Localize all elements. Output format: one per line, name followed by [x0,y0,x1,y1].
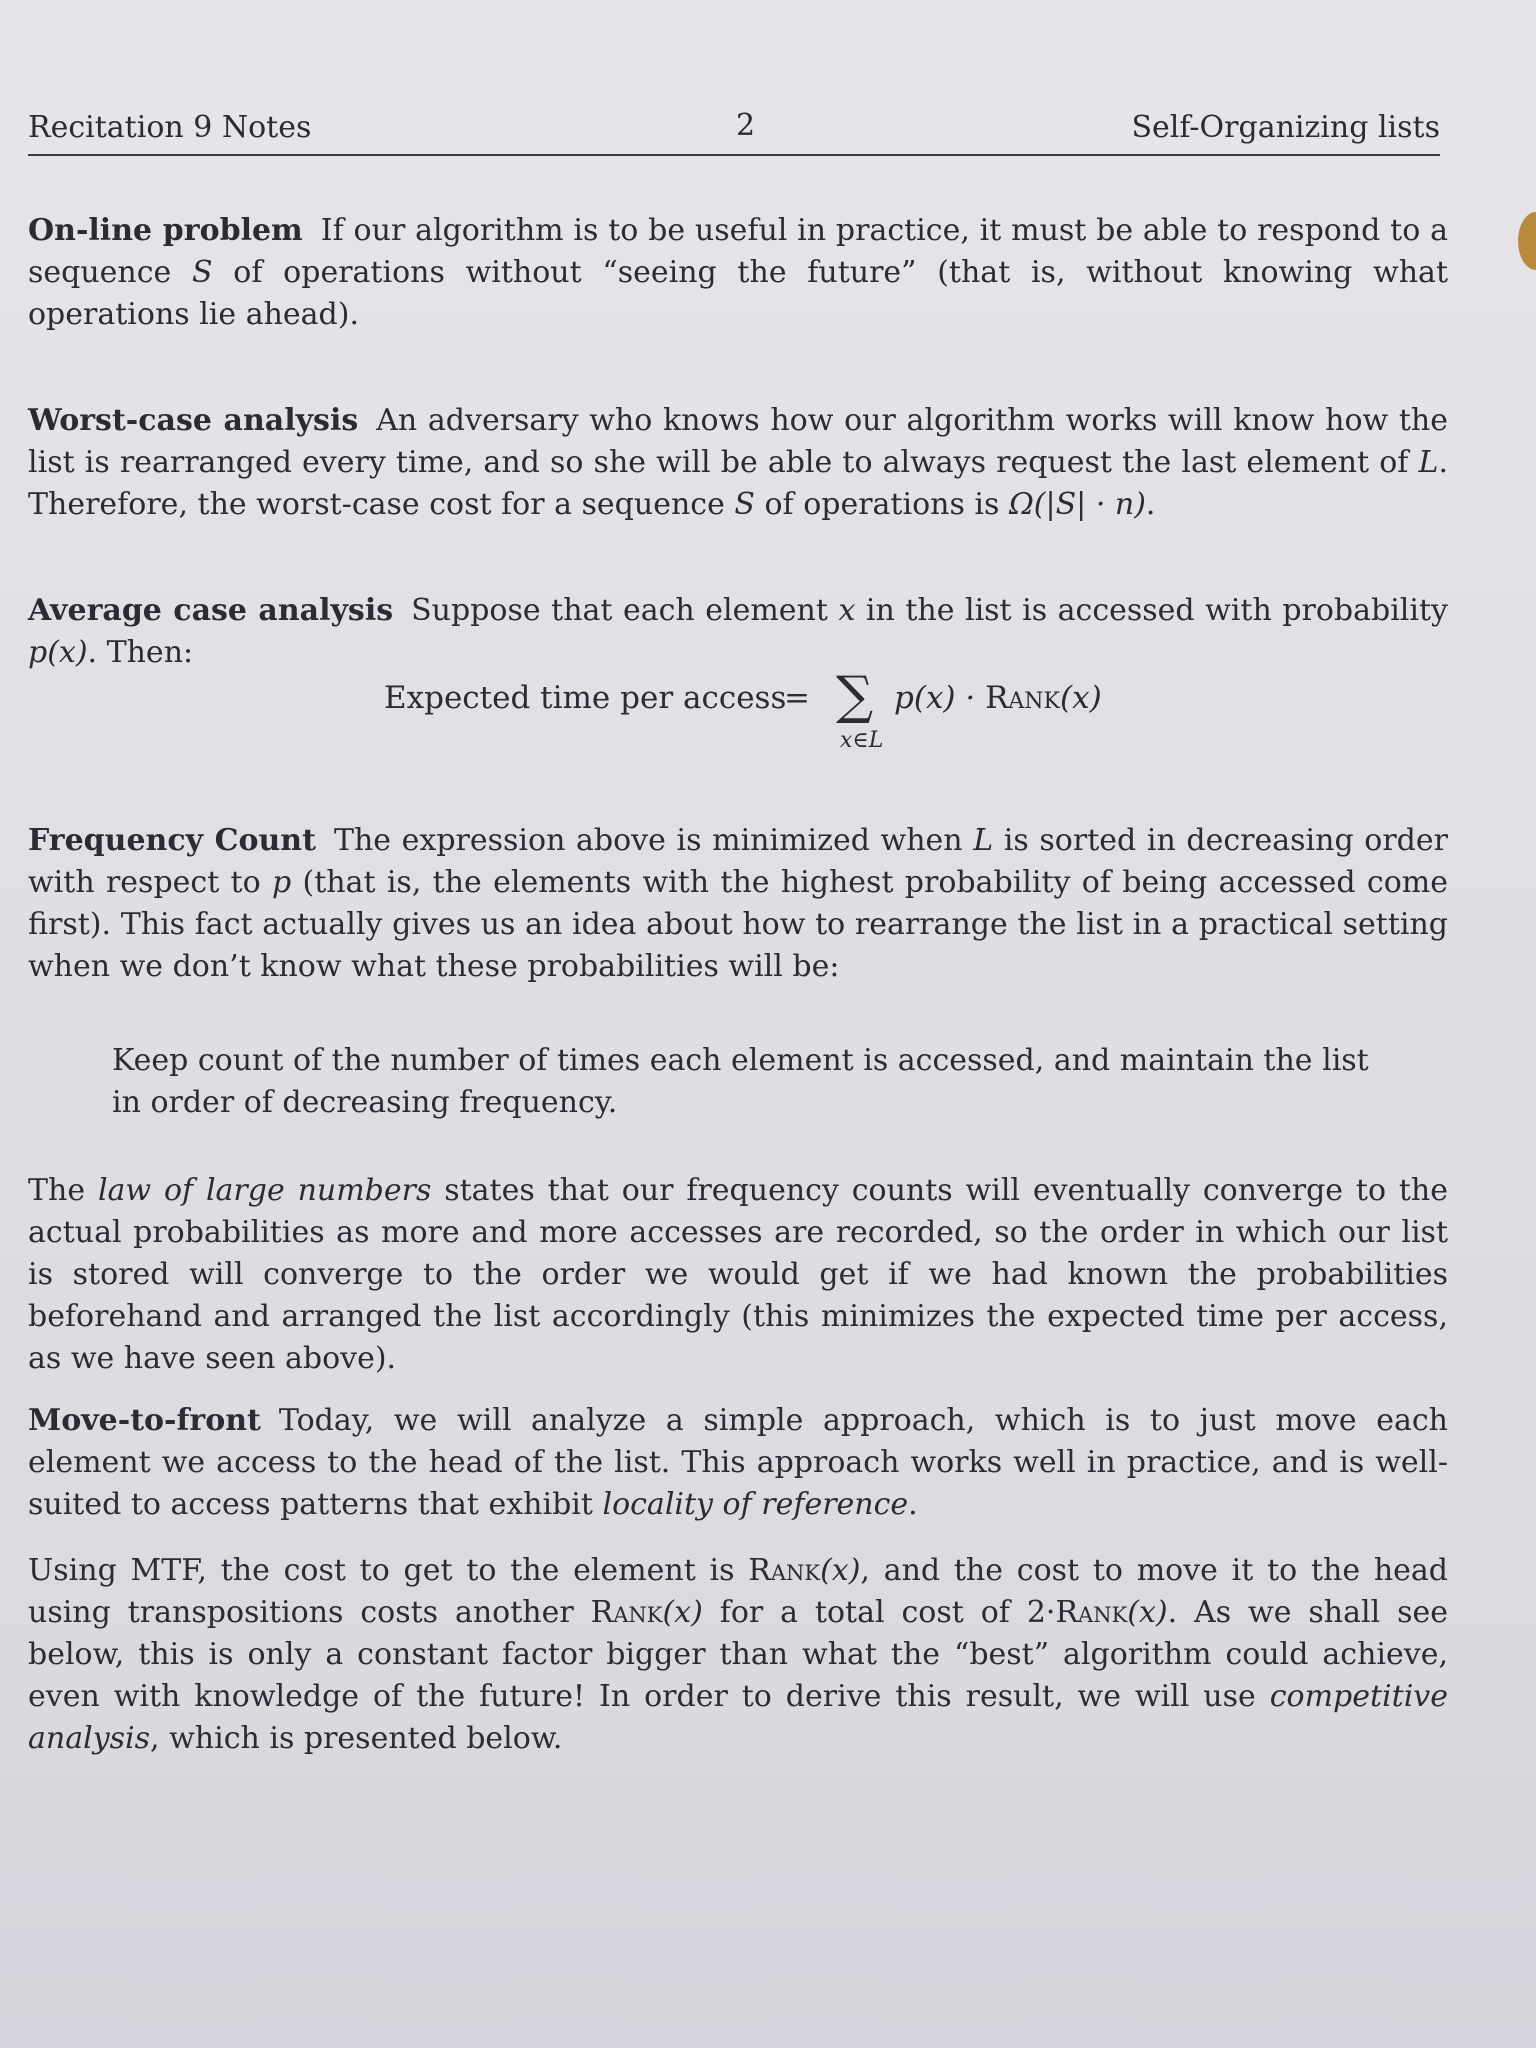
equation-right-side [894,680,1102,716]
move-to-front-heading: Move-to-front [28,1403,261,1438]
mtf-rank-arg-3: (x) [1127,1595,1168,1630]
law-text-2: states that our frequency counts will eventually converge to the actual probabilities as more and more accesses are recorded, so the order in which our list is stored will converge to the order we would get if we had known the probabilities beforehand and arranged the list accordingly (this minimizes the expected time per access, as we have seen above). [28,1173,1449,1376]
mtf-cost-text-3: for a total cost of 2· [702,1595,1056,1630]
competitive-analysis-term: competitive analysis [28,1679,1448,1756]
mtf-text-1: Today, we will analyze a simple approach, which is to just move each element we access to the head of the list. This approach works well in practice, and is well-suited to access patterns that exhibit [28,1403,1448,1522]
online-problem-heading: On-line problem [28,213,303,248]
mtf-rank-3: Rank [1055,1595,1128,1630]
average-text-3: . Then: [87,635,194,670]
mtf-cost-text-2: , and the cost to move it to the head using transpositions costs another [28,1553,1449,1630]
mtf-rank-arg-2: (x) [662,1595,703,1630]
online-text-1: If our algorithm is to be useful in practice, it must be able to respond to a sequence [28,213,1448,290]
mtf-text-2: . [908,1487,918,1522]
expected-time-equation [384,666,1204,772]
average-case-heading: Average case analysis [28,593,394,628]
law-of-large-numbers-paragraph [28,1170,1448,1380]
law-term: law of large numbers [97,1173,432,1208]
worst-formula: Ω(|S| · n) [1008,487,1146,522]
equation-rank-term: Rank [985,680,1060,716]
average-var-x: x [838,593,856,628]
worst-text-3: of operations is [754,487,1009,522]
online-problem-paragraph [28,210,1448,336]
summation-symbol: ∑ [836,666,874,726]
worst-text-1: An adversary who knows how our algorithm works will know how the list is rearranged every time, and so she will be able to always request the last element of [28,403,1448,480]
equation-equals-sign: = [784,680,810,716]
frequency-count-paragraph [28,820,1448,988]
online-var-s: S [192,255,213,290]
frequency-rule-quote: Keep count of the number of times each element is accessed, and maintain the list in order of decreasing frequency. [112,1043,1369,1120]
frequency-text-2: is sorted in decreasing order with respect to [28,823,1448,900]
mtf-cost-text-4: . As we shall see below, this is only a constant factor bigger than what the “best” algorithm could achieve, even with knowledge of the future! In order to derive this result, we will use [28,1595,1448,1714]
worst-case-heading: Worst-case analysis [28,403,359,438]
worst-text-4: . [1145,487,1156,522]
average-text-2: in the list is accessed with probability [855,593,1449,628]
average-formula-px: p(x) [28,635,88,670]
frequency-count-heading: Frequency Count [28,823,316,858]
mtf-rank-arg-1: (x) [820,1553,861,1588]
worst-var-s: S [734,487,755,522]
frequency-text-1: The expression above is minimized when [333,823,974,858]
equation-left-side: Expected time per access [384,680,787,716]
summation-subscript: x∈L [840,728,884,753]
header-right-title: Self-Organizing lists [1131,110,1440,145]
online-text-2: of operations without “seeing the future” (that is, without knowing what operations lie ahead). [28,255,1449,332]
law-text-1: The [28,1173,98,1208]
average-case-paragraph [28,590,1448,674]
mtf-rank-1: Rank [748,1553,821,1588]
mtf-cost-text-5: , which is presented below. [150,1721,563,1756]
mtf-cost-text-1: Using MTF, the cost to get to the element is [28,1553,749,1588]
locality-term: locality of reference [602,1487,909,1522]
move-to-front-paragraph [28,1400,1448,1526]
frequency-text-3: (that is, the elements with the highest probability of being accessed come first). This fact actually gives us an idea about how to rearrange the list in a practical setting when we don’t know what these probabilities will be: [28,865,1448,984]
equation-rank-argument: (x) [1060,680,1102,716]
average-text-1: Suppose that each element [411,593,839,628]
mtf-rank-2: Rank [590,1595,663,1630]
mtf-cost-paragraph [28,1550,1448,1760]
page-header [28,110,1440,156]
page-edge-mark [1518,212,1536,270]
worst-text-2: . Therefore, the worst-case cost for a sequence [28,445,1448,522]
worst-var-l: L [1418,445,1439,480]
header-left-title: Recitation 9 Notes [28,110,312,145]
worst-case-paragraph [28,400,1448,526]
frequency-var-p: p [271,865,292,900]
frequency-var-l: L [973,823,994,858]
equation-probability-term: p(x) · [894,680,986,716]
page-number: 2 [736,108,756,143]
